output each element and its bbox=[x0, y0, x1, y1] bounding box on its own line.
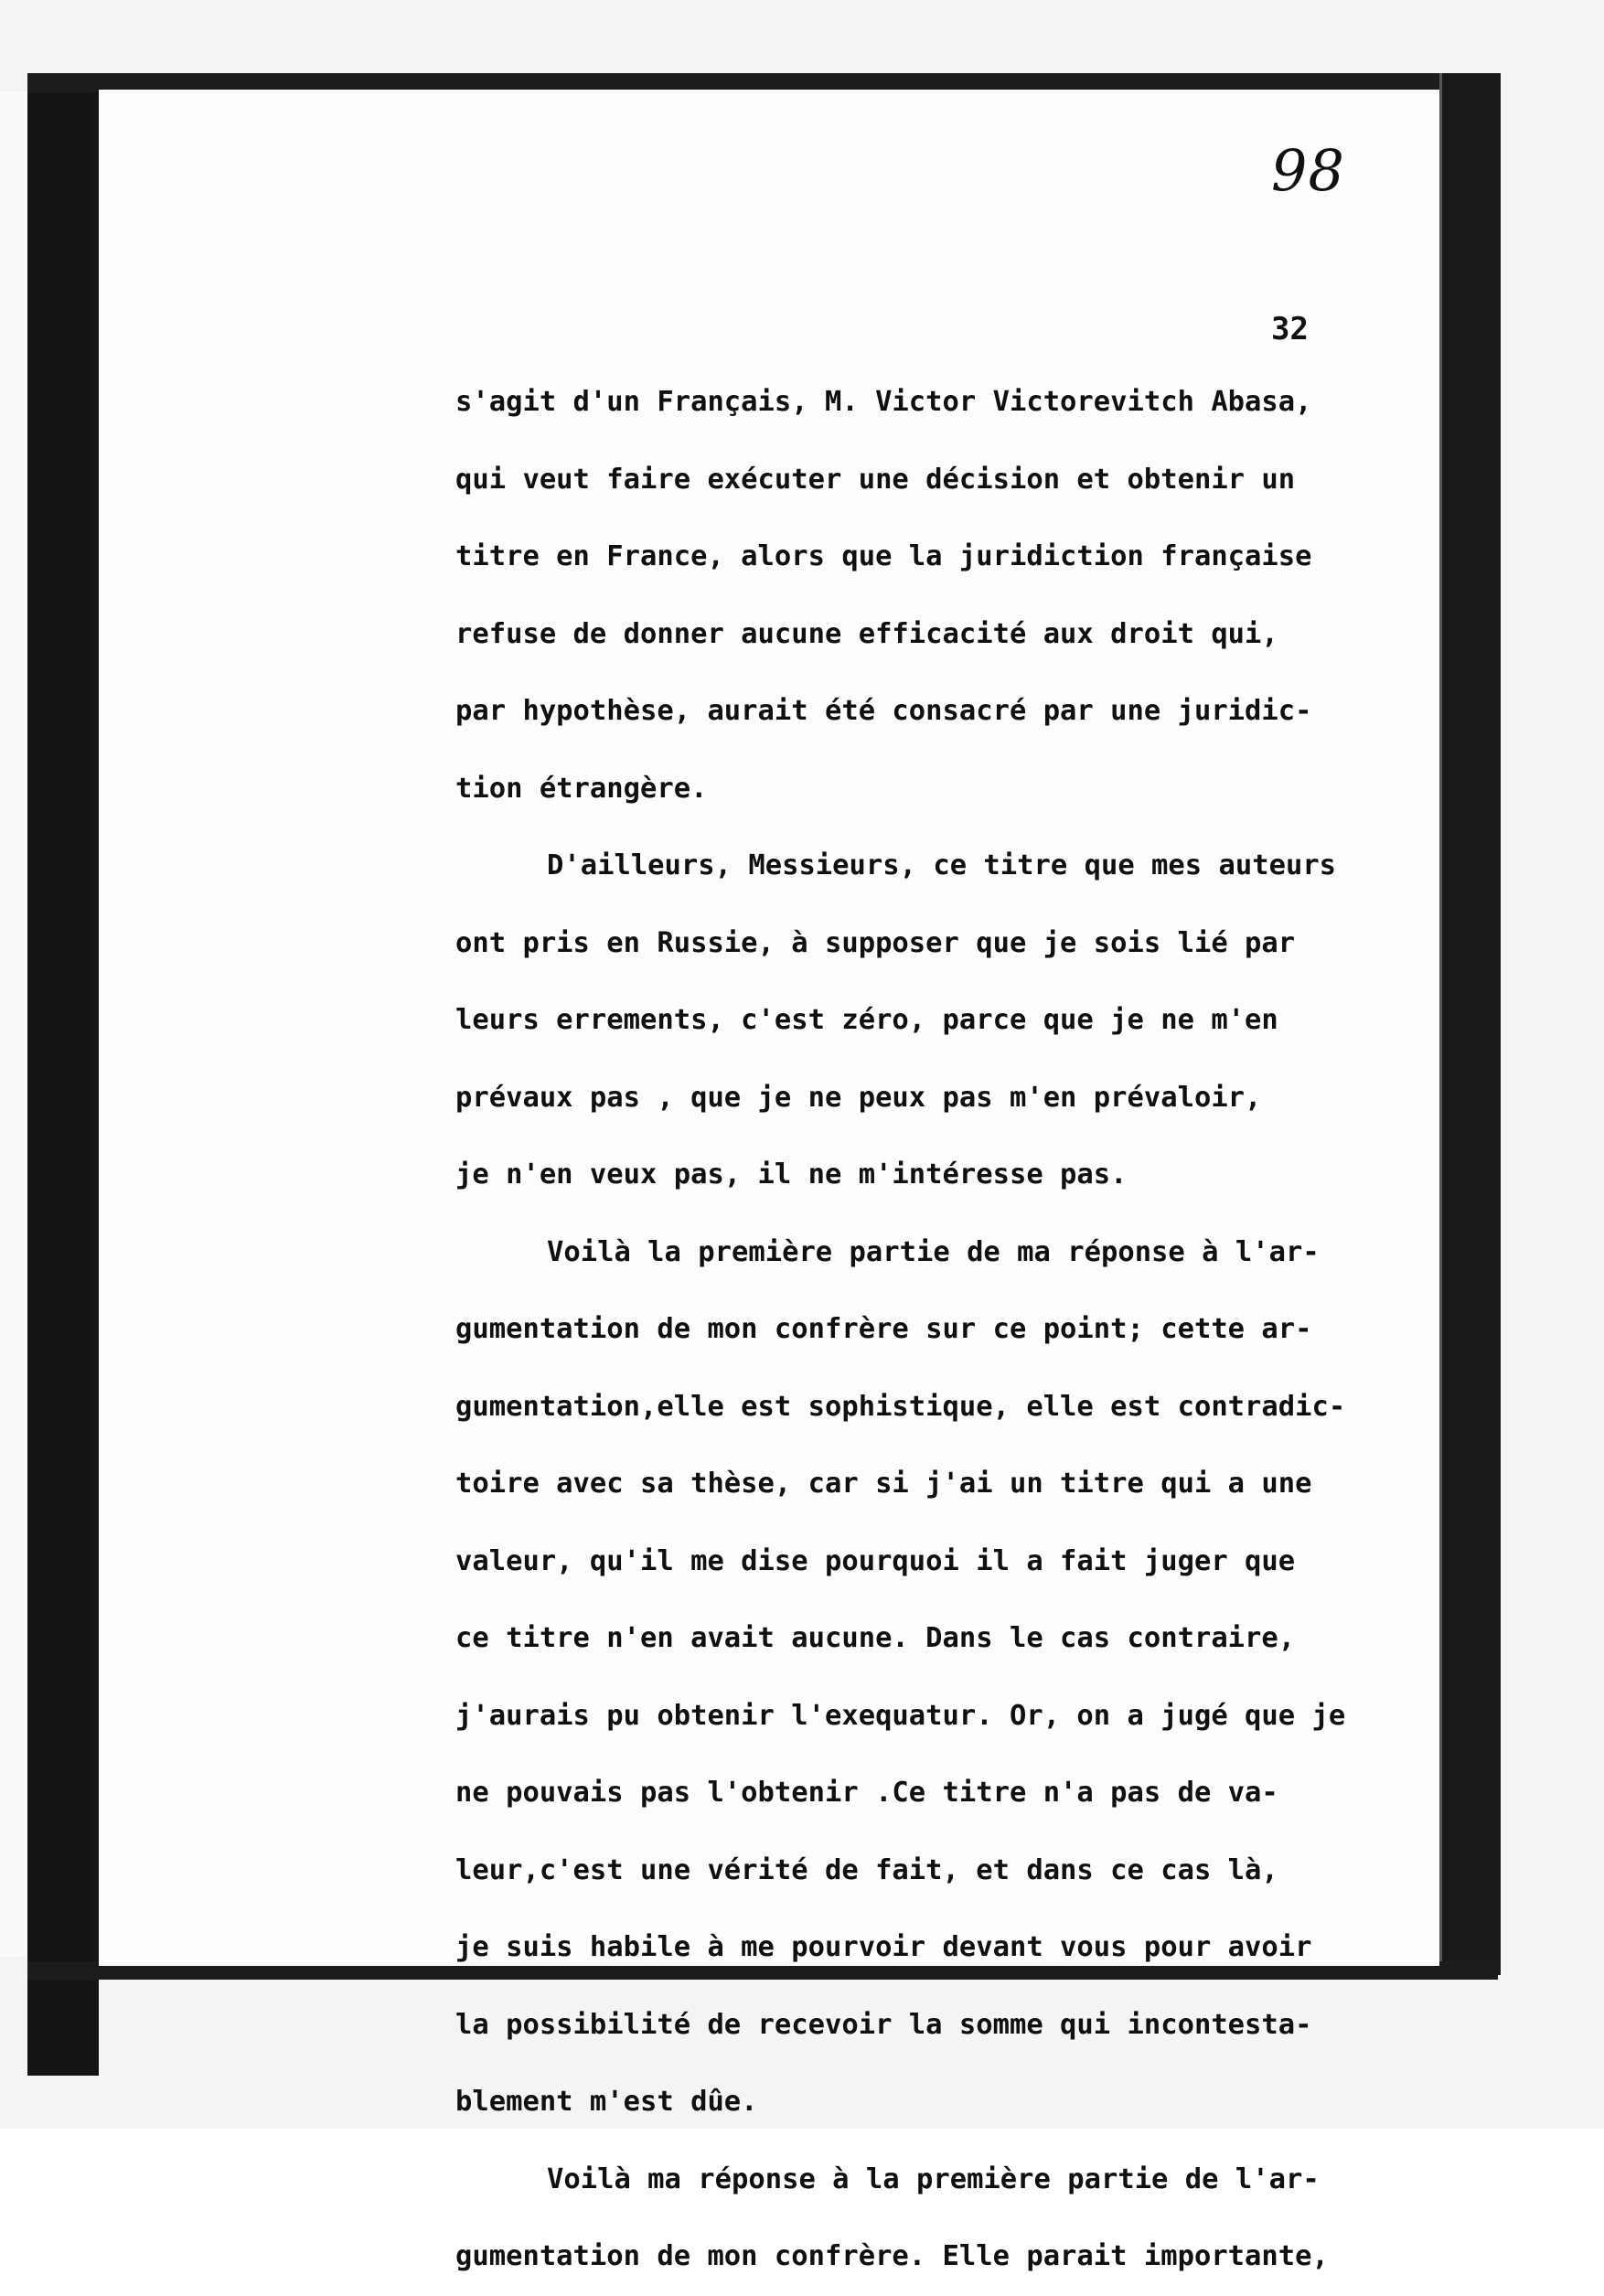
text-line: blement m'est dûe. bbox=[455, 2086, 758, 2118]
text-line: D'ailleurs, Messieurs, ce titre que mes auteurs bbox=[547, 849, 1337, 881]
text-line: toire avec sa thèse, car si j'ai un titre qui a une bbox=[455, 1468, 1312, 1500]
text-line: s'agit d'un Français, M. Victor Victorevitch Abasa, bbox=[455, 386, 1312, 418]
text-line: leurs errements, c'est zéro, parce que je ne m'en bbox=[455, 1004, 1278, 1036]
text-line: ne pouvais pas l'obtenir .Ce titre n'a pas de va- bbox=[455, 1777, 1278, 1809]
text-line: je suis habile à me pourvoir devant vous pour avoir bbox=[455, 1931, 1312, 1963]
text-line: gumentation de mon confrère sur ce point; cette ar- bbox=[455, 1313, 1312, 1345]
text-line: Voilà la première partie de ma réponse à l'ar- bbox=[547, 1235, 1320, 1268]
text-line: Voilà ma réponse à la première partie de l'ar- bbox=[547, 2163, 1320, 2195]
text-line: j'aurais pu obtenir l'exequatur. Or, on a jugé que je bbox=[455, 1699, 1346, 1732]
text-line: ont pris en Russie, à supposer que je sois lié par bbox=[455, 926, 1296, 959]
text-line: gumentation de mon confrère. Elle parait importante, bbox=[455, 2240, 1329, 2272]
binder-shadow bbox=[27, 82, 99, 2076]
text-line: prévaux pas , que je ne peux pas m'en prévaloir, bbox=[455, 1081, 1262, 1114]
text-line: qui veut faire exécuter une décision et obtenir un bbox=[455, 463, 1296, 496]
folio-number: 98 bbox=[1271, 137, 1345, 204]
text-line: refuse de donner aucune efficacité aux droit qui, bbox=[455, 617, 1278, 650]
text-line: la possibilité de recevoir la somme qui incontesta- bbox=[455, 2008, 1312, 2041]
text-line: titre en France, alors que la juridiction française bbox=[455, 540, 1312, 572]
previous-page-edge bbox=[0, 91, 30, 1957]
text-line: je n'en veux pas, il ne m'intéresse pas. bbox=[455, 1159, 1128, 1191]
text-line: ce titre n'en avait aucune. Dans le cas contraire, bbox=[455, 1622, 1296, 1654]
text-line: gumentation,elle est sophistique, elle est contradic- bbox=[455, 1390, 1346, 1423]
page-number: 32 bbox=[1271, 311, 1309, 347]
typed-text-body bbox=[455, 364, 1452, 2296]
text-line: valeur, qu'il me dise pourquoi il a fait juger que bbox=[455, 1544, 1296, 1577]
text-line: leur,c'est une vérité de fait, et dans ce cas là, bbox=[455, 1853, 1278, 1886]
text-line: par hypothèse, aurait été consacré par une juridic- bbox=[455, 695, 1312, 727]
text-line: tion étrangère. bbox=[455, 772, 708, 805]
